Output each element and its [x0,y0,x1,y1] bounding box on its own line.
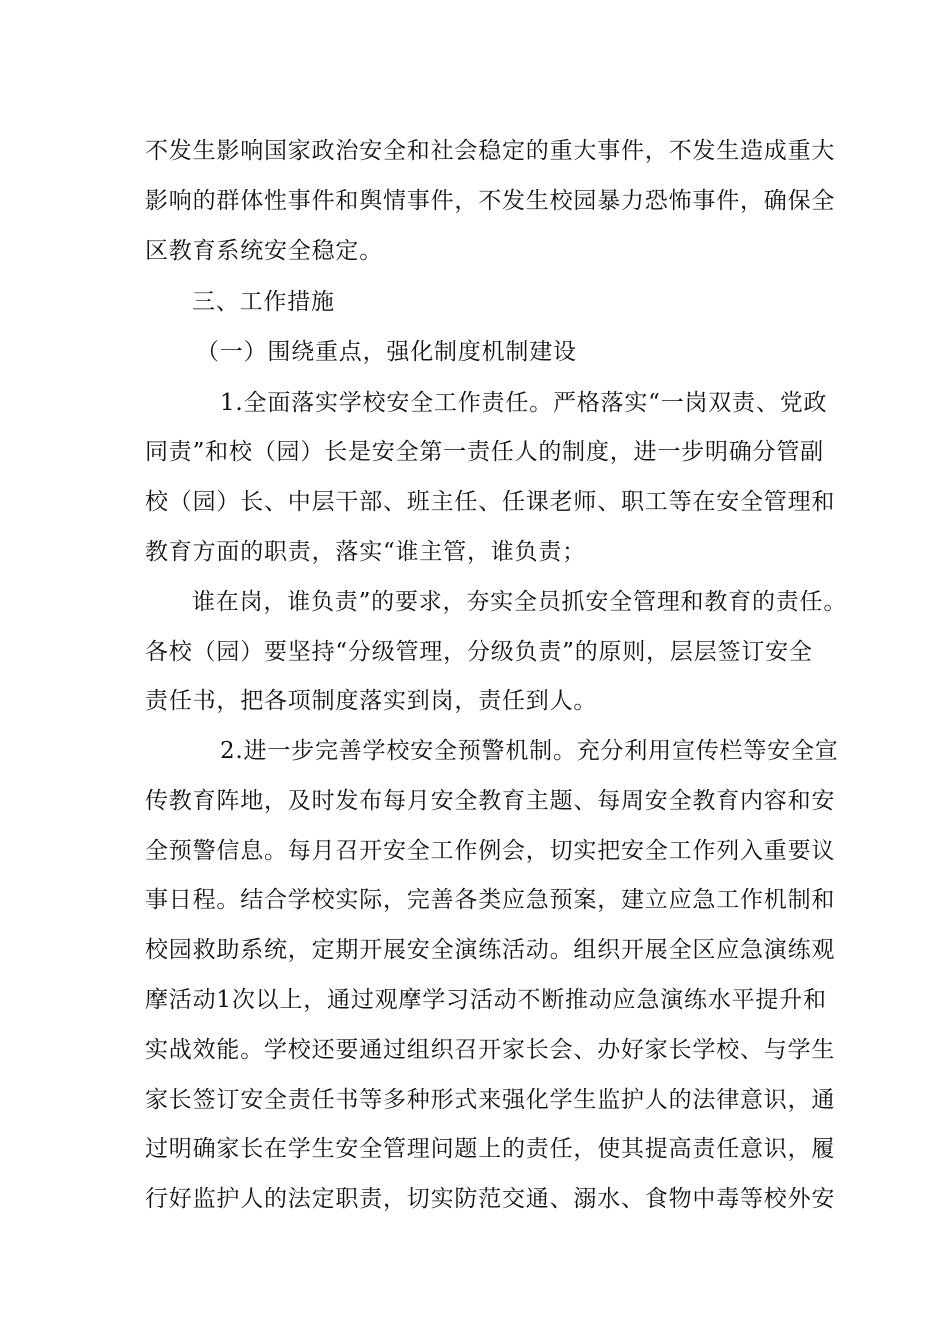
text-line: 家长签订安全责任书等多种形式来强化学生监护人的法律意识，通 [145,1087,836,1113]
text-line: 实战效能。学校还要通过组织召开家长会、办好家长学校、与学生 [145,1037,836,1063]
subsection-heading: （一）围绕重点，强化制度机制建设 [196,339,577,365]
text-line: 全预警信息。每月召开安全工作例会，切实把安全工作列入重要议 [145,838,836,864]
text-line: 行好监护人的法定职责，切实防范交通、溺水、食物中毒等校外安 [145,1186,836,1212]
text-line: 传教育阵地，及时发布每月安全教育主题、每周安全教育内容和安 [145,788,836,814]
text-line: 摩活动1次以上，通过观摩学习活动不断推动应急演练水平提升和 [145,987,827,1013]
text-line: 教育方面的职责，落实“谁主管，谁负责； [145,539,586,565]
text-line: 校园救助系统，定期开展安全演练活动。组织开展全区应急演练观 [145,937,836,963]
text-line: 责任书，把各项制度落实到岗，责任到人。 [145,688,598,714]
text-line: 2.进一步完善学校安全预警机制。充分利用宣传栏等安全宣 [220,738,839,764]
text-line: 区教育系统安全稳定。 [145,238,383,264]
text-line: 影响的群体性事件和舆情事件，不发生校园暴力恐怖事件，确保全 [145,188,836,214]
text-line: 各校（园）要坚持“分级管理，分级负责”的原则，层层签订安全 [145,639,813,665]
text-line: 不发生影响国家政治安全和社会稳定的重大事件，不发生造成重大 [145,138,836,164]
text-line: 校（园）长、中层干部、班主任、任课老师、职工等在安全管理和 [145,489,836,515]
text-line: 谁在岗，谁负责”的要求，夯实全员抓安全管理和教育的责任。 [192,589,848,615]
text-line: 1.全面落实学校安全工作责任。严格落实“一岗双责、党政 [220,390,828,416]
text-line: 事日程。结合学校实际，完善各类应急预案，建立应急工作机制和 [145,887,836,913]
text-line: 过明确家长在学生安全管理问题上的责任，使其提高责任意识，履 [145,1136,836,1162]
text-line: 同责”和校（园）长是安全第一责任人的制度，进一步明确分管副 [145,439,824,465]
section-heading: 三、工作措施 [192,289,335,315]
